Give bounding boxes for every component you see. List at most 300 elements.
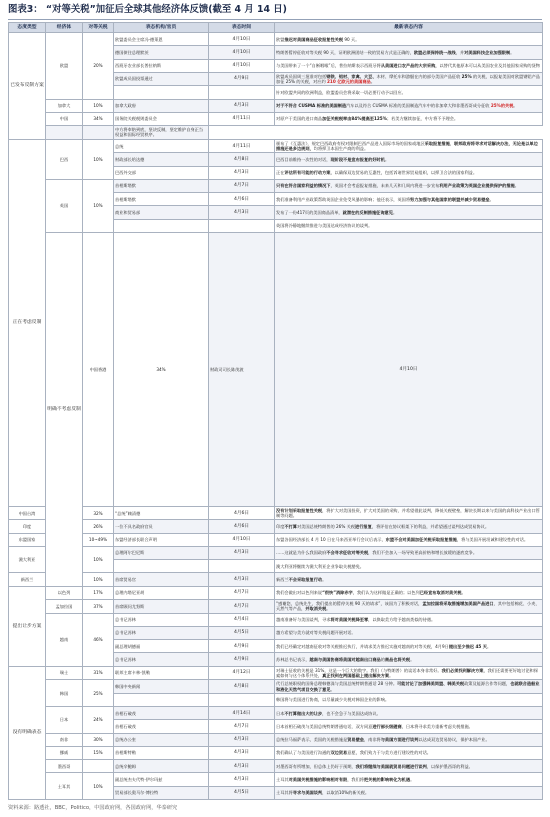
statement-cell bbox=[275, 786, 543, 799]
table-row bbox=[9, 533, 543, 546]
speaker-cell: 国务院关税税则委员会 bbox=[114, 112, 209, 125]
date-cell: 4月6日 bbox=[209, 520, 275, 533]
statement-cell bbox=[275, 506, 543, 520]
statement-text: 我们准备利用产业政策帮助英国企业免受风暴的影响；他还表示，英国将 bbox=[276, 196, 411, 202]
tariff-rate-cell: 46% bbox=[83, 613, 114, 666]
tariff-rate-cell: 25% bbox=[83, 680, 114, 707]
statement-text: 政策及能源合作等问题， bbox=[464, 681, 511, 687]
statement-text: 印度 bbox=[276, 523, 285, 529]
header-speaker: 表态机构/官员 bbox=[114, 23, 209, 33]
statement-emphasis: 不会采取报复行动 bbox=[288, 576, 323, 582]
statement-text: ，将与美国开展坦诚和建设性的对话。 bbox=[456, 537, 529, 543]
economy-cell: 土耳其 bbox=[46, 773, 83, 800]
tariff-rate-cell: 37% bbox=[83, 599, 114, 613]
tariff-rate-cell: 10% bbox=[83, 139, 114, 179]
economy-cell: 南非 bbox=[46, 733, 83, 746]
speaker-cell: 欧盟成员国投票通过 bbox=[114, 72, 209, 86]
table-row bbox=[9, 506, 543, 520]
statement-cell bbox=[275, 206, 543, 219]
statement-emphasis: 也就联合造船业和液化天然气项目交换了意见 bbox=[276, 681, 540, 692]
tariff-rate-cell: 24% bbox=[83, 707, 114, 734]
date-cell: 4月10日 bbox=[209, 33, 275, 46]
statement-text: ，也不会急于与美国达成协议。 bbox=[322, 710, 381, 716]
statement-cell bbox=[275, 520, 543, 533]
statement-cell bbox=[275, 733, 543, 746]
economy-cell: 日本 bbox=[46, 707, 83, 734]
table-row bbox=[9, 586, 543, 599]
economy-cell: 以色列 bbox=[46, 586, 83, 599]
economy-cell: 中国香港 bbox=[83, 232, 114, 506]
speaker-cell: 巴西外交部 bbox=[114, 166, 209, 179]
date-cell: 4月3日 bbox=[209, 733, 275, 746]
tariff-rate-cell: 17% bbox=[83, 586, 114, 599]
speaker-cell: 西班牙农业部长普拉纳斯 bbox=[114, 59, 209, 72]
statement-text: ……这就是为什么我国政府 bbox=[276, 550, 327, 556]
statement-cell bbox=[275, 640, 543, 653]
statement-text: ，并 bbox=[455, 49, 465, 55]
date-cell: 4月7日 bbox=[209, 720, 275, 733]
statement-text: 东盟各国经济部长 4 月 10 日在马来西亚举行会议后表示， bbox=[276, 537, 386, 543]
statement-text: ，我们还需要更好地讨论和探索如何与这个体系共处， bbox=[276, 667, 538, 678]
statement-text: 澳大利亚将继续为澳大利亚企业争取关税豁免。 bbox=[276, 563, 364, 569]
speaker-cell bbox=[114, 219, 209, 232]
statement-cell bbox=[275, 560, 543, 573]
table-row bbox=[9, 112, 543, 125]
statement-text: 我们已经确定对越南征收对等关税推迟执行，并请求美方推迟实施对越南的对等关税，4月9日 bbox=[276, 643, 449, 649]
speaker-cell: 首席贸易官 bbox=[114, 573, 209, 586]
table-row bbox=[9, 666, 543, 680]
reaction-table bbox=[8, 22, 543, 800]
statement-text: ，以确保双边贸易的互惠性，包括诉诸世界贸易组织，以捍卫合法的国家利益。 bbox=[330, 170, 478, 176]
statement-text: 我们确认了与美国进行沟通的 bbox=[276, 750, 331, 756]
statement-emphasis: 不打算做出大的让步 bbox=[284, 710, 323, 716]
tariff-rate-cell: 34% bbox=[83, 112, 114, 125]
economy-cell: 加拿大 bbox=[46, 99, 83, 112]
date-cell: 4月3日 bbox=[209, 99, 275, 112]
statement-text: 。 bbox=[392, 209, 398, 215]
statement-emphasis: 并取消关税 bbox=[305, 606, 327, 612]
figure-title: 图表3： “对等关税”加征后全球其他经济体反馈(截至 4 月 14 日) bbox=[8, 4, 287, 15]
statement-text: 日本首相石破茂与美国总统特朗普通电话，双方同意 bbox=[276, 723, 373, 729]
statement-text: 对瑞士征收的关税是 31%，这是一个巨大的数字。我们（与特朗普）的谈话本身非常好。 bbox=[276, 667, 442, 673]
header-content: 最新表态内容 bbox=[275, 23, 543, 33]
statement-text: 越南准备好与美国谈判，寻求 bbox=[276, 617, 331, 623]
statement-cell bbox=[275, 680, 543, 694]
attitude-type-cell: 明确不考虑反制 bbox=[46, 232, 83, 586]
statement-emphasis: 孟加拉国将采取措施增加美国产品进口 bbox=[422, 601, 494, 607]
statement-emphasis: 对美国科技企业加强限制 bbox=[464, 49, 511, 55]
statement-cell bbox=[275, 707, 543, 720]
statement-emphasis: 进行报复 bbox=[355, 523, 372, 529]
statement-cell bbox=[275, 139, 543, 153]
attitude-type-cell: 提出让步方案 bbox=[9, 586, 46, 666]
statement-cell bbox=[275, 33, 543, 46]
date-cell: 4月10日 bbox=[275, 232, 543, 506]
header-date: 表态时间 bbox=[209, 23, 275, 33]
statement-cell bbox=[275, 179, 543, 192]
date-cell: 4月9日 bbox=[209, 653, 275, 666]
statement-text: 代行总统职权的国务总理韩德洙与美国总统特朗普通话 28 分钟。 bbox=[276, 681, 398, 687]
date-cell bbox=[209, 86, 275, 99]
statement-text: “感谢您，总统先生，我们提出的暂停关税 90 天的请求”，该国为了积极对话， bbox=[276, 601, 423, 607]
statement-text: 的 bbox=[380, 656, 385, 662]
speaker-cell bbox=[114, 86, 209, 99]
table-row bbox=[9, 760, 543, 773]
table-row bbox=[9, 99, 543, 112]
statement-text: 。 bbox=[370, 79, 375, 85]
tariff-rate-cell: 10% bbox=[83, 99, 114, 112]
table-row bbox=[9, 707, 543, 720]
economy-cell: 孟加拉国 bbox=[46, 599, 83, 613]
date-cell: 4月7日 bbox=[209, 179, 275, 192]
economy-cell: 欧盟 bbox=[46, 33, 83, 100]
statement-emphasis: 东盟不会对美国加征关税采取报复措施 bbox=[385, 537, 457, 543]
statement-text: ；若美方继续加征，中方将不予理会。 bbox=[386, 116, 459, 122]
statement-emphasis: 不会寻求征收对等关税 bbox=[326, 550, 369, 556]
speaker-cell: 一位不具名政府官员 bbox=[114, 520, 209, 533]
tariff-rate-cell: 30% bbox=[83, 733, 114, 746]
date-cell: 4月12日 bbox=[209, 666, 275, 680]
speaker-cell: 首相石破茂 bbox=[114, 707, 209, 720]
economy-cell: 挪威 bbox=[46, 746, 83, 759]
statement-text: ，南非将 bbox=[363, 737, 381, 743]
statement-emphasis: 我们将继续与美国就贸易问题进行谈判 bbox=[355, 763, 427, 769]
statement-emphasis: 推迟对美国商品征收报复性关税 bbox=[284, 36, 344, 42]
table-row bbox=[9, 179, 543, 192]
statement-cell bbox=[275, 626, 543, 639]
speaker-cell bbox=[114, 560, 209, 573]
statement-emphasis: 我们必须找到解决方案 bbox=[441, 667, 484, 673]
statement-text: 中方将奉陪到底，坚决反制，坚定维护自身正当权益和国际经贸秩序。 bbox=[115, 127, 203, 138]
speaker-cell: 总理内塔尼亚胡 bbox=[114, 586, 209, 599]
statement-emphasis: 25% bbox=[461, 73, 472, 79]
date-cell: 4月4日 bbox=[209, 613, 275, 626]
economy-cell: 印度 bbox=[9, 520, 46, 533]
date-cell: 4月6日 bbox=[209, 193, 275, 206]
statement-text: 土耳其 bbox=[276, 776, 289, 782]
statement-text: ，我们认为这样做是正确的；以色列 bbox=[352, 590, 420, 596]
speaker-cell: 总书记苏林 bbox=[114, 626, 209, 639]
table-row bbox=[9, 599, 543, 613]
reaction-table-container bbox=[8, 22, 542, 800]
table-row bbox=[9, 680, 543, 694]
date-cell: 4月10日 bbox=[209, 46, 275, 59]
statement-text: 土耳其将 bbox=[276, 790, 293, 796]
statement-text: 均将捍卫本国生产商的利益。 bbox=[313, 146, 369, 152]
statement-text: 。 bbox=[486, 643, 492, 649]
statement-cell bbox=[275, 533, 543, 546]
statement-text: 我们会做出对以色列来说 bbox=[276, 590, 323, 596]
table-row bbox=[9, 33, 543, 46]
speaker-cell: 贸易部长奥马尔·博拉特 bbox=[114, 786, 209, 799]
speaker-cell: 总理阿尔巴尼斯 bbox=[114, 546, 209, 559]
date-cell bbox=[209, 693, 275, 706]
table-row bbox=[9, 573, 543, 586]
statement-cell bbox=[275, 760, 543, 773]
statement-text: 对墨西哥有所增加，但总体上仍好于预期， bbox=[276, 763, 356, 769]
statement-emphasis: 与美国方面进行谈判 bbox=[380, 737, 419, 743]
economy-cell: 巴西 bbox=[46, 139, 83, 179]
speaker-cell: 副总理胡德福 bbox=[114, 640, 209, 653]
statement-text: ，其中包括棉花、小麦、天然气等产品， bbox=[276, 601, 540, 612]
statement-text: 90 天。 bbox=[343, 36, 360, 42]
statement-cell bbox=[275, 599, 543, 613]
economy-cell: 中国 bbox=[46, 112, 83, 125]
statement-text: ，我们不会加入一场导致更高价格和增长放缓的逐底竞争。 bbox=[368, 550, 478, 556]
statement-emphasis: 加征关税税率由84%提高至125% bbox=[322, 116, 387, 122]
statement-cell bbox=[275, 46, 543, 59]
statement-cell bbox=[275, 72, 543, 86]
date-cell: 4月11日 bbox=[209, 139, 275, 153]
statement-text: 的关税，以报复美国对欧盟钢铝产品加征 25% 的关税，对应约 bbox=[276, 73, 540, 85]
speaker-cell: 韩国中央新闻 bbox=[114, 680, 209, 694]
statement-text: ，英国才会考虑报复措施，未来几天和几周内将进一步宣布 bbox=[330, 183, 440, 189]
table-row bbox=[9, 773, 543, 786]
statement-text: 新西兰 bbox=[276, 576, 289, 582]
statement-emphasis: 努力加强与其他国家的联盟并减少贸易壁垒 bbox=[410, 196, 490, 202]
tariff-rate-cell: 10% bbox=[83, 573, 114, 586]
tariff-rate-cell: 32% bbox=[83, 506, 114, 520]
statement-cell bbox=[275, 693, 543, 706]
attitude-type-cell: 正在考虑反制 bbox=[9, 139, 46, 506]
statement-cell bbox=[275, 219, 543, 232]
speaker-cell: 总统辛鲍姆 bbox=[114, 760, 209, 773]
date-cell: 4月8日 bbox=[209, 680, 275, 694]
statement-emphasis: 可能讨论了加强韩美同盟、韩美关税 bbox=[397, 681, 465, 687]
date-cell: 4月6日 bbox=[209, 506, 275, 520]
speaker-cell: “总统”赖清德 bbox=[114, 506, 209, 520]
date-cell: 4月9日 bbox=[209, 640, 275, 653]
economy-cell: 澳大利亚 bbox=[9, 546, 46, 573]
statement-emphasis: 提出至少推迟 bbox=[448, 643, 474, 649]
statement-text: 以替代其他原本可以从美国农业及其他国家采购的货物 bbox=[439, 63, 540, 69]
statement-text: 。 bbox=[330, 686, 335, 692]
statement-cell bbox=[275, 666, 543, 680]
speaker-cell: 欧盟委员会主席冯-德莱恩 bbox=[114, 33, 209, 46]
statement-emphasis: 真正找到在两国基础上提出解决方案 bbox=[322, 672, 390, 678]
date-cell: 4月3日 bbox=[209, 166, 275, 179]
date-cell: 4月3日 bbox=[209, 206, 275, 219]
date-cell: 4月9日 bbox=[209, 72, 275, 86]
statement-text: 。 bbox=[384, 156, 390, 162]
statement-text: 。 bbox=[510, 49, 515, 55]
table-body bbox=[9, 33, 543, 800]
tariff-rate-cell: 34% bbox=[114, 232, 209, 506]
speaker-cell: 财政部长哈达德 bbox=[114, 153, 209, 166]
date-cell bbox=[83, 126, 114, 140]
statement-cell bbox=[275, 573, 543, 586]
statement-emphasis: 已经宣布取消对美关税 bbox=[419, 590, 462, 596]
attitude-type-cell: 没有明确表态 bbox=[9, 666, 46, 799]
statement-emphasis: 没有计划采取报复性关税 bbox=[276, 507, 323, 513]
statement-cell bbox=[275, 586, 543, 599]
statement-highlight: 210 亿欧元的美国商品 bbox=[327, 79, 371, 85]
economy-cell: 墨西哥 bbox=[46, 760, 83, 773]
statement-cell bbox=[275, 653, 543, 666]
speaker-cell: 东盟经济部长联合声明 bbox=[114, 533, 209, 546]
statement-text: 。 bbox=[461, 590, 466, 596]
speaker-cell: 首相斯塔默 bbox=[114, 193, 209, 206]
speaker-cell: 加拿大政府 bbox=[114, 99, 209, 112]
table-row bbox=[9, 746, 543, 759]
statement-text: 与美国带来了一个“自断咽喉”后，普拉纳斯表示西班牙将 bbox=[276, 63, 381, 69]
date-cell: 4月3日 bbox=[209, 746, 275, 759]
date-cell: 4月5日 bbox=[209, 626, 275, 639]
economy-cell: 瑞士 bbox=[46, 666, 83, 680]
statement-cell bbox=[275, 86, 543, 99]
table-header-row bbox=[9, 23, 543, 33]
statement-cell bbox=[275, 59, 543, 72]
speaker-cell bbox=[114, 693, 209, 706]
statement-emphasis: 不打算 bbox=[284, 523, 297, 529]
speaker-cell: 首相斯塔默 bbox=[114, 179, 209, 192]
economy-cell: 新西兰 bbox=[9, 573, 46, 586]
statement-text: 巴西目前维持一次性的对话， bbox=[276, 156, 331, 162]
statement-text: 越方希望与美方就对等关税问题开展对话。 bbox=[276, 630, 356, 636]
statement-text: 日本 bbox=[276, 710, 285, 716]
statement-emphasis: 利用产业政策为英国企业提供保护的措施 bbox=[439, 183, 515, 189]
statement-text: 英国将冷静地继续推进与美国达成经济协议的谈判。 bbox=[276, 223, 373, 229]
statement-text: 特朗普暂停征收对等关税 90 天，证明欧洲团结一致的贸易方式是正确的， bbox=[276, 49, 414, 55]
statement-emphasis: 钢铁、铝材、家禽、大豆、 bbox=[326, 73, 377, 79]
economy-cell: 东盟国家 bbox=[9, 533, 46, 546]
statement-cell bbox=[275, 773, 543, 786]
statement-cell bbox=[275, 99, 543, 112]
tariff-rate-cell: 10% bbox=[83, 179, 114, 232]
source-note: 资料来源：路透社，BBC，Politico，中国政府网，各国政府网，华泰研究 bbox=[8, 805, 178, 811]
date-cell bbox=[209, 219, 275, 232]
date-cell: 4月14日 bbox=[209, 707, 275, 720]
title-divider bbox=[8, 19, 542, 20]
statement-text: 。 bbox=[410, 776, 415, 782]
date-cell: 4月10日 bbox=[209, 533, 275, 546]
statement-cell bbox=[275, 193, 543, 206]
statement-text: 正在 bbox=[276, 170, 285, 176]
speaker-cell: 副总统杰夫代特·伊尔玛兹 bbox=[114, 773, 209, 786]
tariff-rate-cell: 10% bbox=[83, 546, 114, 573]
statement-emphasis: 现阶段不是宣布报复的好时机 bbox=[330, 156, 385, 162]
statement-text: 发布了一份417页的美国商品清单， bbox=[276, 209, 343, 215]
statement-text: 欧盟成员国周三批准对包括 bbox=[276, 73, 327, 79]
statement-text: 对美国总统特朗普的 26% 关税 bbox=[296, 523, 356, 529]
speaker-cell: 总书记苏林 bbox=[114, 653, 209, 666]
statement-text: 。 bbox=[322, 576, 327, 582]
statement-text: 。 bbox=[326, 606, 331, 612]
statement-text: ，日本将寻求美方重新考虑关税措施。 bbox=[401, 723, 473, 729]
statement-text: 。 bbox=[410, 656, 415, 662]
date-cell: 4月10日 bbox=[209, 59, 275, 72]
statement-text: 汽车以及符合 CUSMA 标准的美国制造汽车中的非加拿大和非墨西哥成分征收 bbox=[346, 103, 491, 109]
economy-cell: 韩国 bbox=[46, 680, 83, 707]
tariff-rate-cell bbox=[83, 760, 114, 773]
statement-emphasis: 就潜在的反制措施征询意见 bbox=[342, 209, 393, 215]
tariff-rate-cell: 10% bbox=[83, 773, 114, 800]
date-cell: 4月3日 bbox=[209, 573, 275, 586]
date-cell: 4月7日 bbox=[209, 599, 275, 613]
date-cell: 4月7日 bbox=[209, 586, 275, 599]
date-cell: 4月3日 bbox=[209, 546, 275, 559]
statement-cell bbox=[275, 546, 543, 559]
tariff-rate-cell: 20% bbox=[83, 33, 114, 100]
statement-emphasis: 联邦政府将寻求对话解决办法，无论是以单边措施还是多边规则， bbox=[276, 140, 538, 152]
statement-text: 。 bbox=[513, 103, 518, 109]
date-cell: 4月11日 bbox=[209, 112, 275, 125]
header-attitude: 态度类型 bbox=[9, 23, 46, 33]
statement-emphasis: 欧盟必须保持统一战线 bbox=[413, 49, 456, 55]
statement-emphasis: 将对美国关税降至零 bbox=[330, 617, 369, 623]
date-cell: 4月5日 bbox=[209, 786, 275, 799]
table-row bbox=[9, 546, 543, 559]
statement-text: 以达成双边贸易协议，保护本国产业。 bbox=[418, 737, 490, 743]
statement-text: 对原产于美国的进口商品 bbox=[276, 116, 323, 122]
statement-text: 欧盟 bbox=[276, 36, 285, 42]
statement-cell bbox=[275, 746, 543, 759]
statement-text: 。 bbox=[389, 672, 394, 678]
header-tariff: 对等关税 bbox=[83, 23, 114, 33]
statement-emphasis: 把关税的影响转化为机遇 bbox=[363, 776, 411, 782]
speaker-cell: 联邦主席卡林-凯勒 bbox=[114, 666, 209, 680]
statement-text: 意愿，我们致力于与美方进行建设性的对话。 bbox=[347, 750, 431, 756]
statement-text: 总统拉马福萨表示，美国的关税措施是 bbox=[276, 737, 348, 743]
date-cell: 4月8日 bbox=[209, 153, 275, 166]
economy-cell: 英国 bbox=[46, 179, 83, 232]
statement-emphasis: 越南与美国协商将美国对越南出口商品 bbox=[309, 656, 381, 662]
speaker-cell: 总统 bbox=[114, 139, 209, 153]
table-row bbox=[9, 139, 543, 153]
statement-emphasis: 双边贸易 bbox=[330, 750, 348, 756]
date-cell: 4月3日 bbox=[209, 760, 275, 773]
speaker-cell: 首相石破茂 bbox=[114, 720, 209, 733]
statement-cell bbox=[275, 720, 543, 733]
speaker-cell: 总统办公室 bbox=[114, 733, 209, 746]
statement-emphasis: “很快”消除赤字 bbox=[322, 590, 353, 596]
table-row bbox=[9, 733, 543, 746]
statement-cell bbox=[275, 112, 543, 125]
speaker-cell: 财政司司长陈茂波 bbox=[209, 232, 275, 506]
statement-emphasis: 45 天 bbox=[473, 643, 487, 649]
speaker-cell: 德国债住总理默茨 bbox=[114, 46, 209, 59]
statement-text: ，将评估在协议框架下的利益，并希望通过谈判达成贸易协议。 bbox=[371, 523, 490, 529]
speaker-cell: 商业和贸易部 bbox=[114, 206, 209, 219]
statement-cell bbox=[114, 126, 209, 140]
statement-emphasis: 对于不符合 CUSMA 标准的美国制造 bbox=[276, 103, 347, 109]
date-cell bbox=[209, 560, 275, 573]
attitude-type-cell: 已发布反制方案 bbox=[9, 33, 46, 140]
statement-cell bbox=[275, 153, 543, 166]
statement-text: 韩国将与美国进行协商，以尽量减少关税对韩国企业的影响。 bbox=[276, 697, 390, 703]
statement-text: 木材、摩托车和游艇在内的部分美国产品征收 bbox=[376, 73, 462, 79]
statement-text: ，将扩大对美国投资，扩大对美国的采购，并希望借此谈判，降低关税壁垒，解决长期以来与美国的高科技产业出口管制等问题。 bbox=[276, 507, 540, 519]
statement-emphasis: 采取报复措施 bbox=[424, 140, 450, 146]
statement-text: 。 bbox=[514, 183, 519, 189]
speaker-cell: 首席顾问尤努斯 bbox=[114, 599, 209, 613]
economy-cell: 中国台湾 bbox=[9, 506, 46, 520]
speaker-cell bbox=[46, 126, 83, 140]
speaker-cell: 总书记苏林 bbox=[114, 613, 209, 626]
header-economy: 经济体 bbox=[46, 23, 83, 33]
statement-emphasis: 从美国进口农产品的大宗采购， bbox=[380, 63, 440, 69]
statement-highlight: 25%的关税 bbox=[490, 103, 514, 109]
statement-text: ，以换取美方给予越南类似的待遇。 bbox=[368, 617, 436, 623]
speaker-cell: 首相斯特勒 bbox=[114, 746, 209, 759]
statement-text: 。 bbox=[489, 196, 494, 202]
statement-text: 针对欧盟共同的欧洲利益，欧盟委员会将采取一切必要行动予以回应。 bbox=[276, 89, 406, 95]
tariff-rate-cell: 26% bbox=[83, 520, 114, 533]
statement-text: ，我们将 bbox=[347, 776, 364, 782]
table-row bbox=[9, 232, 543, 506]
statement-cell bbox=[275, 166, 543, 179]
table-row bbox=[9, 520, 543, 533]
